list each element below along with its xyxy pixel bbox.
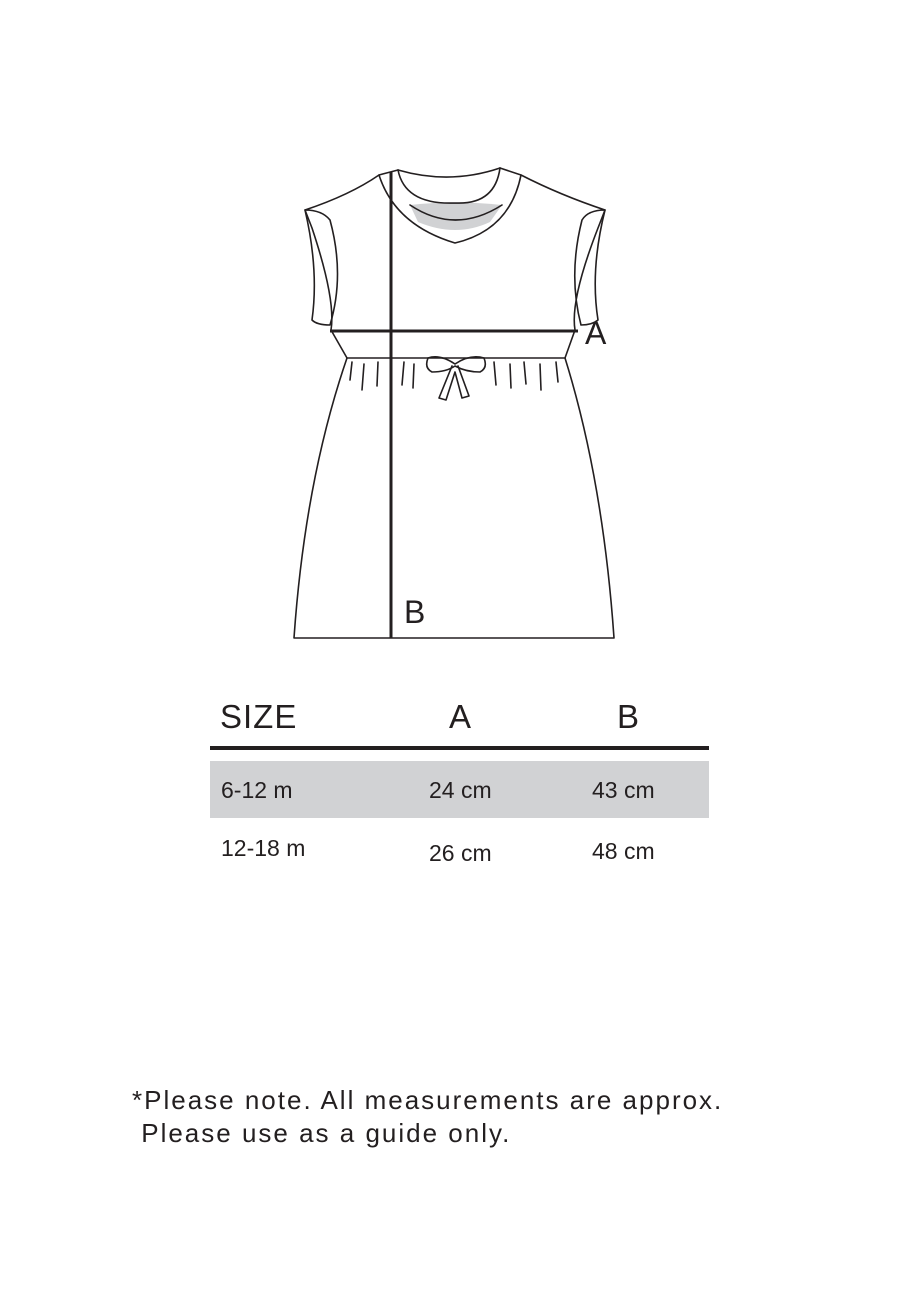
cell-b: 48 cm xyxy=(592,838,655,864)
header-a: A xyxy=(449,698,473,735)
header-size: SIZE xyxy=(220,698,298,735)
table-row xyxy=(210,818,709,875)
bow-icon xyxy=(427,357,486,400)
cell-b: 43 cm xyxy=(592,777,655,803)
disclaimer-note xyxy=(132,1084,723,1150)
table-row xyxy=(210,761,709,818)
note-line-2: Please use as a guide only. xyxy=(132,1118,512,1148)
cell-size: 6-12 m xyxy=(221,777,293,803)
skirt-outline xyxy=(294,358,614,638)
cell-a: 26 cm xyxy=(429,840,492,866)
header-rule xyxy=(210,746,709,750)
cell-size: 12-18 m xyxy=(221,835,306,861)
neckline-back xyxy=(398,168,500,177)
measure-label-a: A xyxy=(585,315,607,351)
note-line-1: *Please note. All measurements are approx. xyxy=(132,1085,724,1115)
cell-a: 24 cm xyxy=(429,777,492,803)
neck-facing xyxy=(410,203,502,231)
right-sleeve xyxy=(575,210,605,325)
measure-label-b: B xyxy=(404,594,426,630)
left-sleeve xyxy=(305,210,338,325)
header-b: B xyxy=(617,698,641,735)
